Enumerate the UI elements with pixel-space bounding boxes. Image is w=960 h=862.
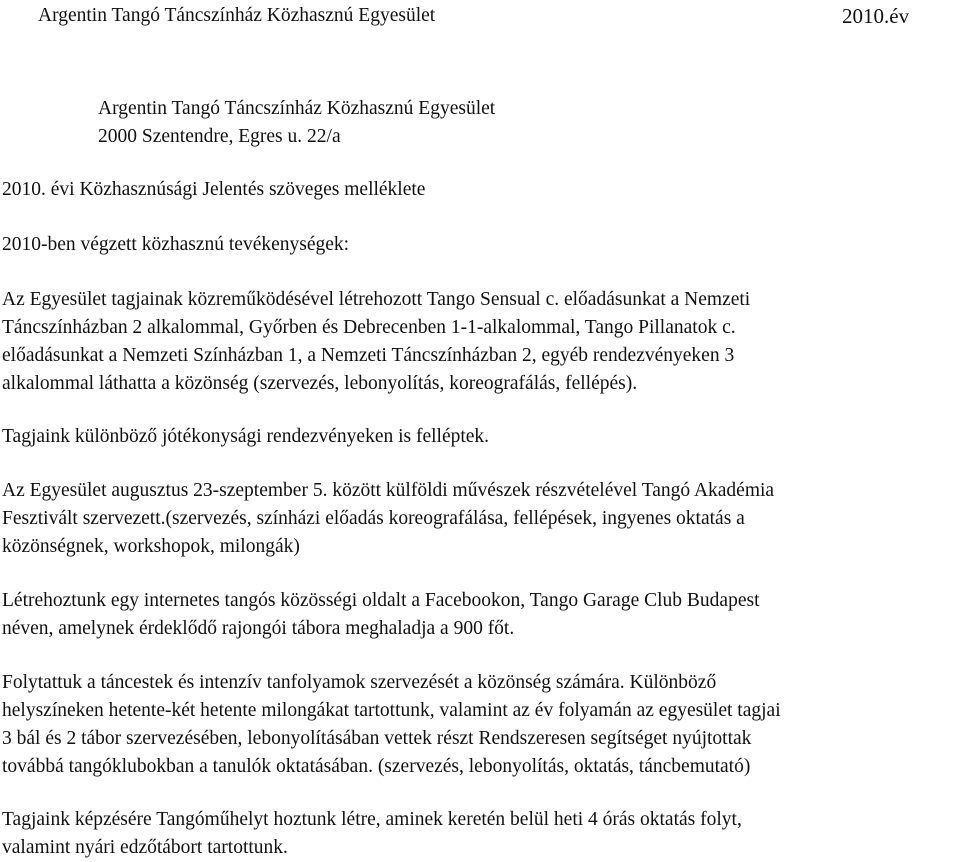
header-year: 2010.év bbox=[842, 4, 910, 28]
paragraph-line: Az Egyesület augusztus 23-szeptember 5. között külföldi művészek részvételével Tangó Akadémia bbox=[2, 480, 775, 501]
paragraph-line: Fesztivált szervezett.(szervezés, színházi előadás koreografálása, fellépések, ingyenes oktatás a bbox=[2, 508, 745, 529]
header-org-name: Argentin Tangó Táncszínház Közhasznú Egyesület bbox=[38, 5, 436, 26]
paragraph-line: Tagjaink képzésére Tangóműhelyt hoztunk létre, aminek keretén belül heti 4 órás oktatás folyt, bbox=[2, 809, 742, 830]
paragraph-line: néven, amelynek érdeklődő rajongói tábora meghaladja a 900 főt. bbox=[2, 618, 515, 639]
paragraph-line: alkalommal láthatta a közönség (szervezés, lebonyolítás, koreografálás, fellépés). bbox=[2, 373, 638, 394]
paragraph-line: valamint nyári edzőtábort tartottunk. bbox=[2, 837, 288, 858]
paragraph-line: előadásunkat a Nemzeti Színházban 1, a Nemzeti Táncszínházban 2, egyéb rendezvényeken 3 bbox=[2, 345, 735, 366]
paragraph-line: Tagjaink különböző jótékonysági rendezvényeken is felléptek. bbox=[2, 426, 490, 447]
document-subtitle: 2010-ben végzett közhasznú tevékenységek: bbox=[2, 234, 350, 255]
paragraph-line: közönségnek, workshopok, milongák) bbox=[2, 536, 300, 557]
paragraph-line: Táncszínházban 2 alkalommal, Győrben és Debrecenben 1-1-alkalommal, Tango Pillanatok c. bbox=[2, 317, 736, 338]
address-street: 2000 Szentendre, Egres u. 22/a bbox=[98, 126, 341, 147]
paragraph-line: 3 bál és 2 tábor szervezésében, lebonyolításában vettek részt Rendszeresen segítséget nyújtottak bbox=[2, 728, 752, 749]
page-header bbox=[38, 3, 910, 29]
paragraph-line: Létrehoztunk egy internetes tangós közösségi oldalt a Facebookon, Tango Garage Club Budapest bbox=[2, 590, 760, 611]
paragraph-line: Folytattuk a táncestek és intenzív tanfolyamok szervezését a közönség számára. Különböző bbox=[2, 672, 717, 693]
document-title: 2010. évi Közhasznúsági Jelentés szöveges melléklete bbox=[2, 179, 426, 200]
paragraph-line: helyszíneken hetente-két hetente milongákat tartottunk, valamint az év folyamán az egyesület tagjai bbox=[2, 700, 781, 721]
paragraph-line: továbbá tangóklubokban a tanulók oktatásában. (szervezés, lebonyolítás, oktatás, táncbemutató) bbox=[2, 756, 751, 777]
address-name: Argentin Tangó Táncszínház Közhasznú Egyesület bbox=[98, 98, 496, 119]
paragraph-line: Az Egyesület tagjainak közreműködésével létrehozott Tango Sensual c. előadásunkat a Nemzeti bbox=[2, 289, 751, 310]
